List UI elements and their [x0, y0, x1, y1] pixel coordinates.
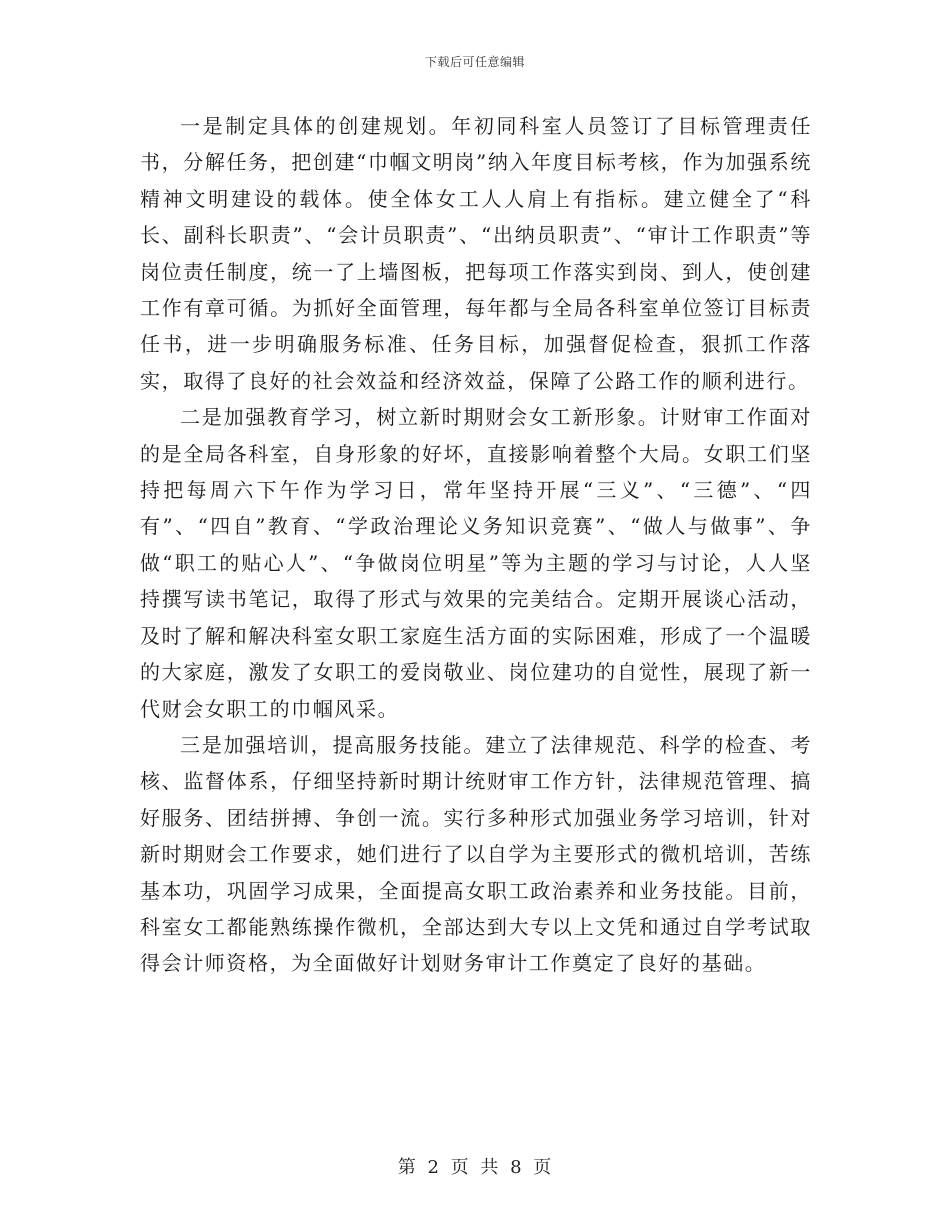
paragraph-2: 二是加强教育学习，树立新时期财会女工新形象。计财审工作面对的是全局各科室，自身形象的好坏，直接影响着整个大局。女职工们坚持把每周六下午作为学习日，常年坚持开展“三义”、“三德”、“四有”、“四自”教育、“学政治理论义务知识竞赛”、“做人与做事”、争做“职工的贴心人”、“争做岗位明星”等为主题的学习与讨论，人人坚持撰写读书笔记，取得了形式与效果的完美结合。定期开展谈心活动，及时了解和解决科室女职工家庭生活方面的实际困难，形成了一个温暖的大家庭，激发了女职工的爱岗敬业、岗位建功的自觉性，展现了新一代财会女职工的巾帼风采。: [140, 405, 812, 721]
paragraph-1: 一是制定具体的创建规划。年初同科室人员签订了目标管理责任书，分解任务，把创建“巾帼文明岗”纳入年度目标考核，作为加强系统精神文明建设的载体。使全体女工人人肩上有指标。建立健全了“科长、副科长职责”、“会计员职责”、“出纳员职责”、“审计工作职责”等岗位责任制度，统一了上墙图板，把每项工作落实到岗、到人，使创建工作有章可循。为抓好全面管理，每年都与全局各科室单位签订目标责任书，进一步明确服务标准、任务目标，加强督促检查，狠抓工作落实，取得了良好的社会效益和经济效益，保障了公路工作的顺利进行。: [140, 114, 812, 393]
paragraph-3: 三是加强培训，提高服务技能。建立了法律规范、科学的检查、考核、监督体系，仔细坚持新时期计统财审工作方针，法律规范管理、搞好服务、团结拼搏、争创一流。实行多种形式加强业务学习培训，针对新时期财会工作要求，她们进行了以自学为主要形式的微机培训，苦练基本功，巩固学习成果，全面提高女职工政治素养和业务技能。目前，科室女工都能熟练操作微机，全部达到大专以上文凭和通过自学考试取得会计师资格，为全面做好计划财务审计工作奠定了良好的基础。: [140, 732, 812, 976]
page-number: 第 2 页 共 8 页: [397, 1157, 553, 1178]
document-body: [140, 108, 812, 982]
header-note: 下载后可任意编辑: [424, 55, 525, 69]
